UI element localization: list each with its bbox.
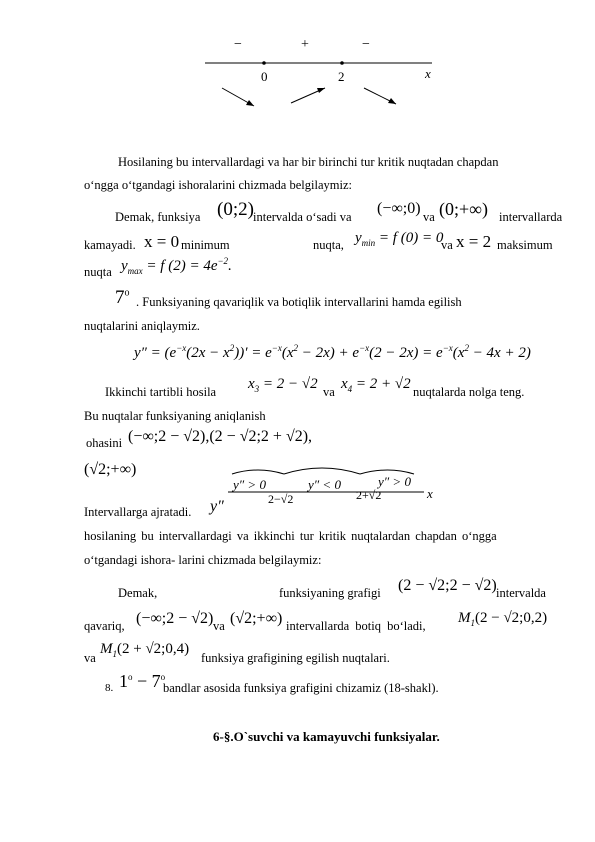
- y-double-prime: y″: [210, 498, 224, 515]
- arc-2: [284, 468, 360, 474]
- interval-0-plus-inf: (0;+∞): [439, 199, 488, 219]
- sign-minus-right: −: [362, 37, 370, 52]
- axis-label-x-2: x: [427, 486, 433, 501]
- item-number-7: 7$^o$: [115, 287, 130, 308]
- label-y2-positive-1: y″ > 0: [233, 477, 266, 492]
- x4-formula: $x_4 = 2 + √2$: [341, 376, 411, 394]
- intervals-list: (−∞;2 − √2),(2 − √2;2 + √2),: [128, 428, 313, 445]
- point-0: [262, 61, 266, 65]
- y-max-formula: $y_{max} = f$ $(2) = 4e^{-2}$.: [121, 256, 232, 276]
- label-y2-positive-2: y″ > 0: [378, 474, 411, 489]
- x3-formula: $x_3 = 2 - √2$: [248, 376, 318, 394]
- item-number-8: 8.: [105, 682, 114, 694]
- tick-2-plus-sqrt2: 2+√2: [356, 488, 382, 502]
- inflection-point-1: $M_1(2$ − √2;0,2): [458, 610, 548, 628]
- section-heading: 6-§.O`suvchi va kamayuvchi funksiyalar.: [213, 729, 440, 744]
- para4-va: va: [323, 385, 335, 399]
- sign-minus-left: −: [234, 37, 242, 52]
- tick-label-0: 0: [261, 69, 268, 84]
- para6-intervalda: intervalda: [496, 586, 546, 600]
- convex-interval-1: (−∞;2 − √2): [136, 610, 214, 627]
- para2-kamayadi: kamayadi.: [84, 238, 136, 252]
- arc-1: [232, 470, 284, 474]
- para2-nuqta: nuqta,: [313, 238, 344, 252]
- para2-maksimum: maksimum: [497, 238, 553, 252]
- para6-va-2: va: [84, 651, 96, 665]
- para7-text: bandlar asosida funksiya grafigini chizamiz (18-shakl).: [163, 681, 439, 695]
- para6-text-b: funksiyaning grafigi: [279, 586, 381, 600]
- axis-label-x: x: [425, 66, 431, 81]
- para5-line1: hosilaning bu intervallardagi va ikkinchi tur kritik nuqtalardan chapdan o‘ngga: [84, 529, 497, 543]
- para6-demak: Demak,: [118, 586, 158, 600]
- x-equals-0: x = 0: [144, 232, 180, 251]
- para2-va: va: [441, 238, 453, 252]
- para2-text-d: intervallarda: [499, 210, 563, 224]
- sign-plus: +: [301, 37, 309, 52]
- para2-text-b: intervalda o‘sadi va: [253, 210, 352, 224]
- convex-interval-2: (√2;+∞): [230, 610, 283, 627]
- para6-text-c: intervallarda botiq bo‘ladi,: [286, 619, 426, 633]
- para3-line2: nuqtalarini aniqlaymiz.: [84, 319, 200, 333]
- x-equals-2: x = 2: [456, 232, 492, 251]
- para3-line1: . Funksiyaning qavariqlik va botiqlik intervallarini hamda egilish: [136, 295, 462, 309]
- para4-line5: Intervallarga ajratadi.: [84, 505, 192, 519]
- para4-text-a: Ikkinchi tartibli hosila: [105, 385, 217, 399]
- first-derivative-sign-diagram: [0, 0, 595, 130]
- interval-sqrt2-plus-inf: (√2;+∞): [84, 461, 137, 478]
- second-derivative-formula: $y'' = (e^{-x}(2x - x^2))' = e^{-x}(x^2 - 2x) + e^{-x}(2 - 2x) = e^{-x}(x^2 - 4x + 2)$: [134, 343, 531, 361]
- interval-minus-inf-0: (−∞;0): [377, 200, 421, 217]
- label-y2-negative: y″ < 0: [308, 477, 341, 492]
- concave-interval: (2 − √2;2 − √2): [398, 577, 497, 594]
- para4-ohasini: ohasini: [86, 436, 123, 450]
- para6-text-b2: funksiya grafigining egilish nuqtalari.: [201, 651, 390, 665]
- para6-va: va: [213, 619, 225, 633]
- para2-text-a: Demak, funksiya: [115, 210, 201, 224]
- items-range: $1^o - 7^o$: [119, 671, 166, 691]
- point-2: [340, 61, 344, 65]
- para1-line2: o‘ngga o‘tgandagi ishoralarini chizmada belgilaymiz:: [84, 178, 352, 192]
- inflection-point-2: $M_1(2$ + √2;0,4): [100, 641, 190, 659]
- para2-text-c: va: [423, 210, 435, 224]
- para2-minimum: minimum: [181, 238, 230, 252]
- para5-line2: o‘tgandagi ishora- larini chizmada belgilaymiz:: [84, 553, 322, 567]
- para2-nuqta-2: nuqta: [84, 265, 112, 279]
- interval-0-2: (0;2): [217, 199, 254, 220]
- tick-label-2: 2: [338, 69, 345, 84]
- para4-line2: Bu nuqtalar funksiyaning aniqlanish: [84, 409, 266, 423]
- tick-2-minus-sqrt2: 2−√2: [268, 492, 294, 506]
- y-min-formula: $y_{min} = f$ (0) = 0: [355, 230, 444, 248]
- para1-line1: Hosilaning bu intervallardagi va har bir birinchi tur kritik nuqtadan chapdan: [118, 155, 499, 169]
- para6-qavariq: qavariq,: [84, 619, 125, 633]
- para4-text-c: nuqtalarda nolga teng.: [413, 385, 525, 399]
